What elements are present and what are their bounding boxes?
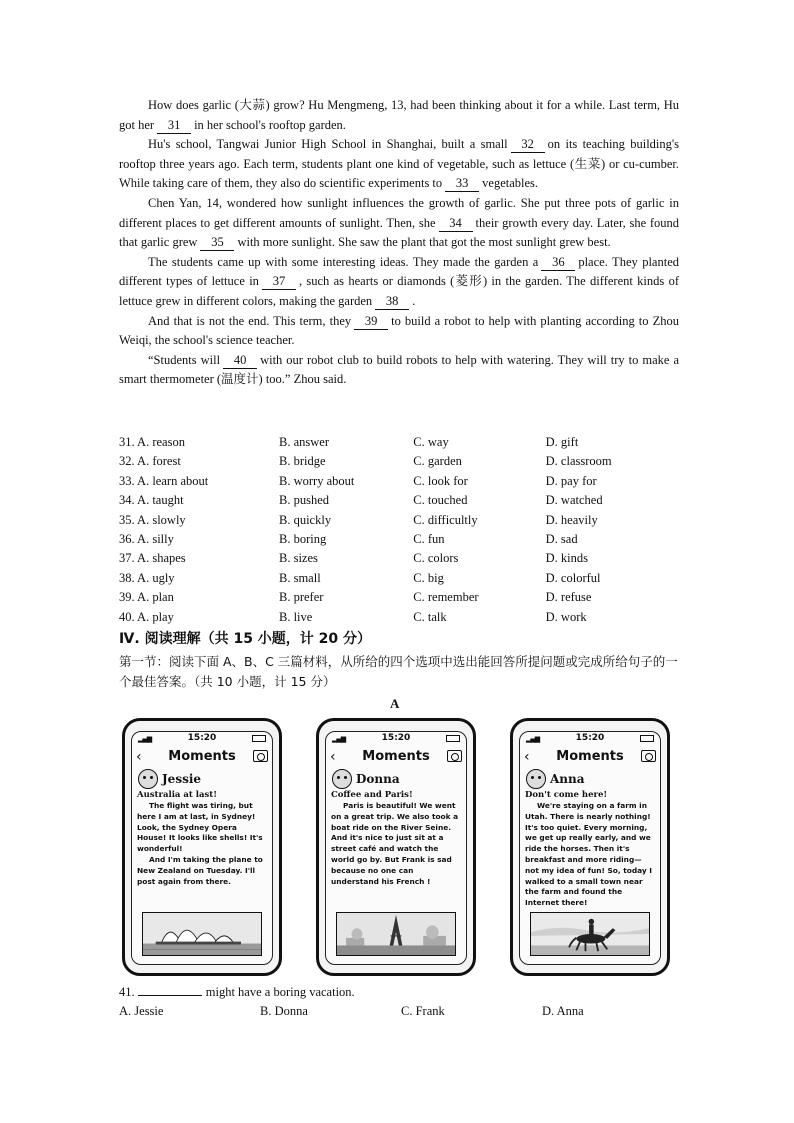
post-body: The flight was tiring, but here I am at last, in Sydney! Look, the Sydney Opera House! It looks like shells! It's wonderful! xyxy=(137,801,263,854)
paragraph-4: The students came up with some interesting ideas. They made the garden a 36 place. They planted different types of lettuce in 37 , such as hearts or diamonds (菱形) in the garden. The different kinds of lettuce grew in different colors, making the garden 38 . xyxy=(119,254,679,308)
blank-38: 38 xyxy=(375,294,409,310)
phone-screen xyxy=(131,731,273,965)
user-row xyxy=(520,768,660,790)
cloze-options xyxy=(119,433,679,627)
eiffel-tower-photo xyxy=(336,912,456,956)
phone-anna xyxy=(510,718,670,976)
avatar xyxy=(138,769,158,789)
status-bar xyxy=(326,732,466,746)
signal-icon: ▂▄▆ xyxy=(332,735,346,743)
avatar xyxy=(332,769,352,789)
section-title: Ⅳ. 阅读理解（共 15 小题，计 20 分） xyxy=(119,631,372,647)
option-row-31: 31. A. reason B. answer C. way D. gift xyxy=(119,435,579,449)
blank-34: 34 xyxy=(439,216,473,232)
opera-house-photo xyxy=(142,912,262,956)
blank-33: 33 xyxy=(445,176,479,192)
camera-icon xyxy=(447,750,462,762)
eiffel-tower-illustration xyxy=(337,913,455,955)
back-icon: ‹ xyxy=(136,749,142,765)
app-title: Moments xyxy=(168,749,236,764)
blank-36: 36 xyxy=(541,255,575,271)
horse-riding-photo xyxy=(530,912,650,956)
user-name: Jessie xyxy=(162,772,202,786)
phone-screen xyxy=(519,731,661,965)
moments-header xyxy=(520,746,660,768)
paragraph-5: And that is not the end. This term, they 39 to build a robot to help with planting according to Zhou Weiqi, the school's science teacher. xyxy=(119,313,679,348)
camera-icon xyxy=(641,750,656,762)
passage-letter: A xyxy=(390,696,400,711)
moments-header xyxy=(326,746,466,768)
question-41: 41. might have a boring vacation. xyxy=(119,985,355,999)
blank-37: 37 xyxy=(262,274,296,290)
back-icon: ‹ xyxy=(524,749,530,765)
option-row-33: 33. A. learn about B. worry about C. look for D. pay for xyxy=(119,473,597,488)
status-bar xyxy=(520,732,660,746)
cloze-passage xyxy=(119,96,679,390)
battery-icon xyxy=(252,735,266,742)
option-row-39: 39. A. plan B. prefer C. remember D. refuse xyxy=(119,590,592,605)
moments-header xyxy=(132,746,272,768)
answer-blank xyxy=(138,995,202,996)
post-body: Paris is beautiful! We went on a great trip. We also took a boat ride on the River Seine. And it's nice to just sit at a street café and watch the world go by. But Frank is sad because no one can understand his French ! xyxy=(331,801,459,886)
post-title: Don't come here! xyxy=(525,790,608,800)
battery-icon xyxy=(446,735,460,742)
signal-icon: ▂▄▆ xyxy=(138,735,152,743)
option-row-36: 36. A. silly B. boring C. fun D. sad xyxy=(119,531,578,546)
paragraph-2: Hu's school, Tangwai Junior High School in Shanghai, built a small 32 on its teaching building's rooftop three years ago. Each term, students plant one kind of vegetable, such as lettuce (生菜) or cu-cumber. While taking care of them, they also do scientific experiments to 33 vegetables. xyxy=(119,137,680,191)
app-title: Moments xyxy=(556,749,624,764)
question-41-options xyxy=(119,1004,683,1019)
option-b: B. Donna xyxy=(260,1004,308,1018)
phone-screen xyxy=(325,731,467,965)
option-row-32: 32. A. forest B. bridge C. garden D. classroom xyxy=(119,454,612,469)
user-name: Anna xyxy=(550,772,585,786)
paragraph-3: Chen Yan, 14, wondered how sunlight influences the growth of garlic. She put three pots of garlic in different places to get different amounts of sunlight. Then, she 34 their growth every day. Later, she found that garlic grew 35 with more sunlight. She saw the plant that got the most sunlight grew best. xyxy=(119,195,679,250)
option-a: A. Jessie xyxy=(119,1004,164,1018)
phone-jessie xyxy=(122,718,282,976)
user-row xyxy=(132,768,272,790)
option-row-34: 34. A. taught B. pushed C. touched D. watched xyxy=(119,493,603,508)
post-body-2: And I'm taking the plane to New Zealand on Tuesday. I'll post again from there. xyxy=(137,854,263,886)
horse-rider-illustration xyxy=(531,913,649,955)
option-row-40: 40. A. play B. live C. talk D. work xyxy=(119,609,587,624)
option-c: C. Frank xyxy=(401,1004,445,1018)
status-time: 15:20 xyxy=(381,733,411,743)
status-bar xyxy=(132,732,272,746)
blank-40: 40 xyxy=(223,353,257,369)
blank-31: 31 xyxy=(157,118,191,134)
paragraph-6: “Students will 40 with our robot club to build robots to help with watering. They will try to make a smart thermometer (温度计) too.” Zhou said. xyxy=(119,352,679,387)
user-row xyxy=(326,768,466,790)
option-row-35: 35. A. slowly B. quickly C. difficultly D. heavily xyxy=(119,512,598,527)
phone-donna xyxy=(316,718,476,976)
blank-39: 39 xyxy=(354,314,388,330)
post-body: We're staying on a farm in Utah. There is nearly nothing! It's too quiet. Every morning, we get up really early, and we ride the horses. Then it's breakfast and more riding—not my idea of fun! So, today I walked to a small town near the farm and found the Internet there! xyxy=(525,801,653,908)
option-row-38: 38. A. ugly B. small C. big D. colorful xyxy=(119,570,601,585)
app-title: Moments xyxy=(362,749,430,764)
avatar xyxy=(526,769,546,789)
back-icon: ‹ xyxy=(330,749,336,765)
post-title: Australia at last! xyxy=(137,790,217,800)
status-time: 15:20 xyxy=(575,733,605,743)
post-title: Coffee and Paris! xyxy=(331,790,413,800)
signal-icon: ▂▄▆ xyxy=(526,735,540,743)
user-name: Donna xyxy=(356,772,400,786)
paragraph-1: How does garlic (大蒜) grow? Hu Mengmeng, 13, had been thinking about it for a while. Last term, Hu got her 31 in her school's rooftop garden. xyxy=(119,98,679,132)
status-time: 15:20 xyxy=(187,733,217,743)
camera-icon xyxy=(253,750,268,762)
opera-house-illustration xyxy=(143,913,261,955)
section-instruction: 第一节：阅读下面 A、B、C 三篇材料，从所给的四个选项中选出能回答所提问题或完成所给句子的一个最佳答案。（共 10 小题，计 15 分） xyxy=(119,654,678,689)
battery-icon xyxy=(640,735,654,742)
option-row-37: 37. A. shapes B. sizes C. colors D. kinds xyxy=(119,551,589,566)
blank-35: 35 xyxy=(200,235,234,251)
blank-32: 32 xyxy=(511,137,545,153)
option-d: D. Anna xyxy=(542,1004,584,1018)
